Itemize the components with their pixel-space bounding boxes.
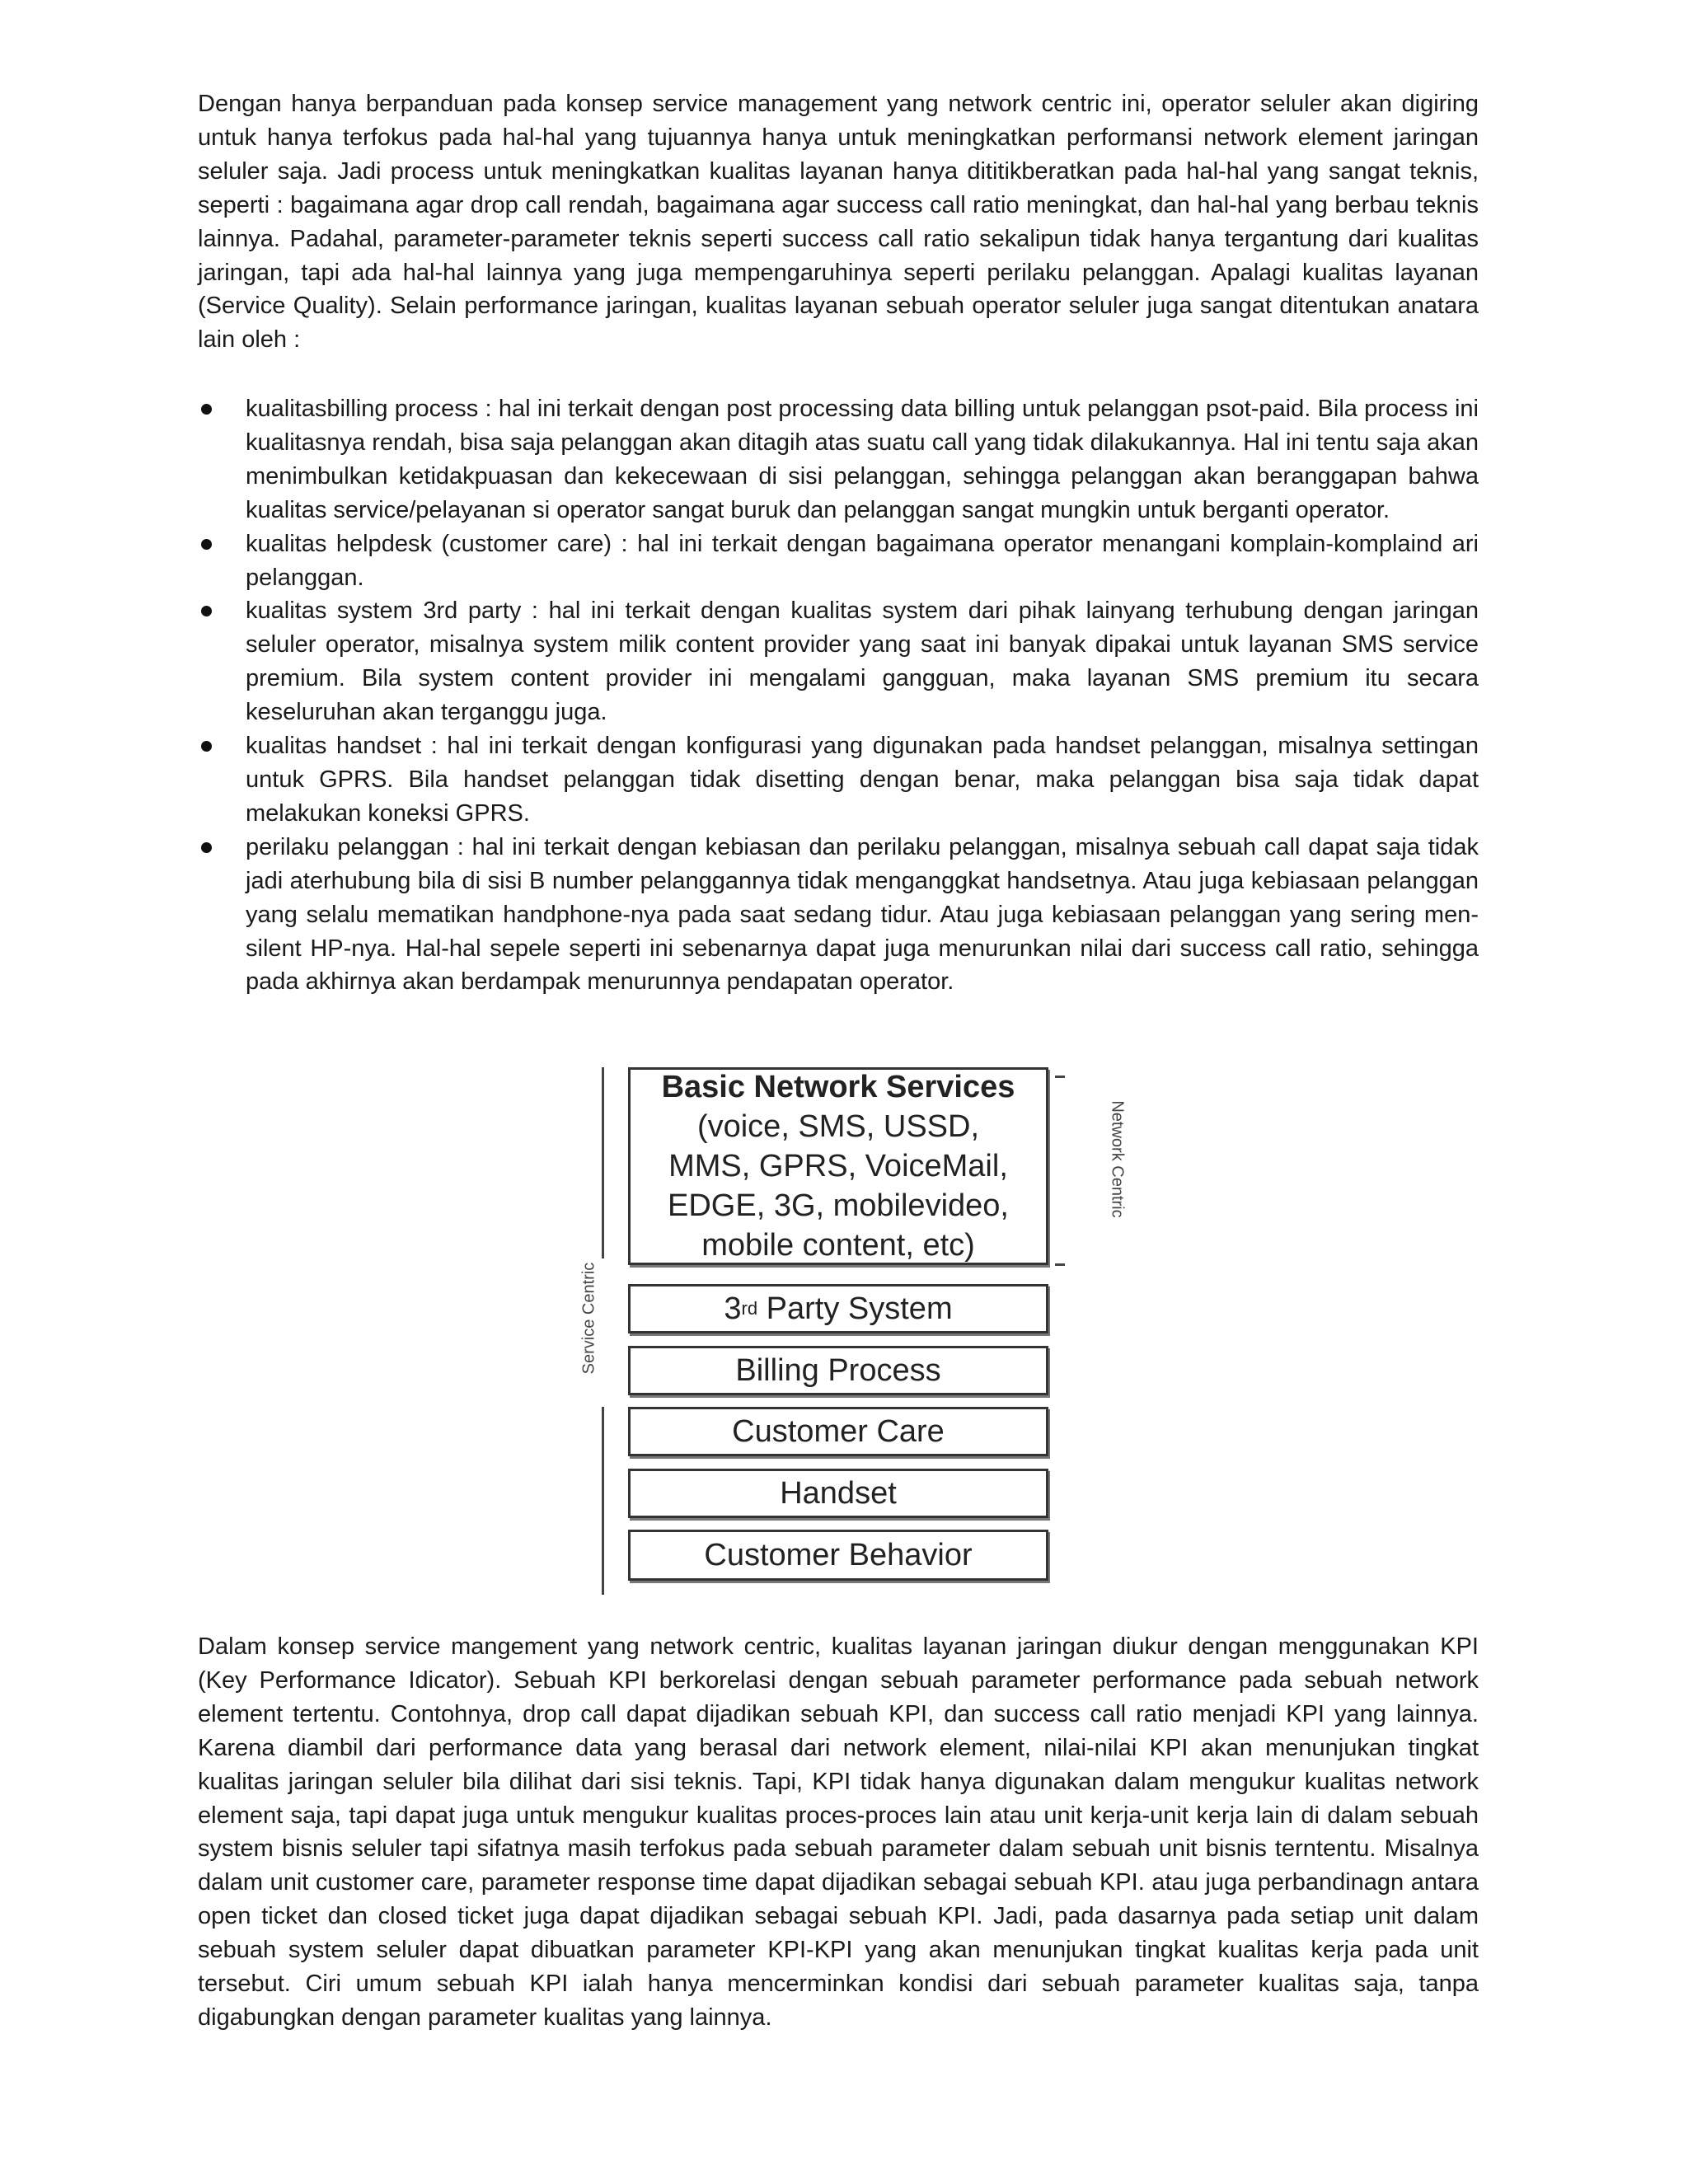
kpi-paragraph: Dalam konsep service mangement yang network centric, kualitas layanan jaringan diukur dengan menggunakan KPI (Key Performance Idicator). Sebuah KPI berkorelasi dengan sebuah parameter performance pada sebuah network element tertentu. Contohnya, drop call dapat dijadikan sebuah KPI, dan success call ratio menjadi KPI yang lainnya. Karena diambil dari performance data yang berasal dari network element, nilai-nilai KPI akan menunjukan tingkat kualitas jaringan seluler bila dilihat dari sisi teknis. Tapi, KPI tidak hanya digunakan dalam mengukur kualitas network element saja, tapi dapat juga untuk mengukur kualitas proces-proces lain atau unit kerja-unit kerja lain di dalam sebuah system bisnis seluler tapi sifatnya masih terfokus pada sebuah parameter dalam sebuah unit bisnis terntentu. Misalnya dalam unit customer care, parameter response time dapat dijadikan sebagai sebuah KPI. atau juga perbandinagn antara open ticket dan closed ticket juga dapat dijadikan sebagai sebuah KPI. Jadi, pada dasarnya pada setiap unit dalam sebuah system seluler dapat dibuatkan parameter KPI-KPI yang akan menunjukan tingkat kualitas kerja pada unit tersebut. Ciri umum sebuah KPI ialah hanya mencerminkan kondisi dari sebuah parameter kualitas saja, tanpa digabungkan dengan parameter kualitas yang lainnya. [198, 1633, 1479, 2031]
service-centric-line-bottom [602, 1407, 604, 1595]
billing-process-box: Billing Process [628, 1346, 1048, 1395]
service-centric-line-top [602, 1067, 604, 1258]
basic-services-line: MMS, GPRS, VoiceMail, [668, 1149, 1008, 1183]
customer-care-box: Customer Care [628, 1407, 1048, 1456]
basic-services-line: EDGE, 3G, mobilevideo, [668, 1188, 1009, 1223]
bullet-icon [201, 842, 212, 853]
list-item: kualitas handset : hal ini terkait dengan konfigurasi yang digunakan pada handset pelanggan, misalnya settingan untuk GPRS. Bila handset pelanggan tidak disetting dengan benar, maka pelanggan bisa saja tidak dapat melakukan koneksi GPRS. [198, 729, 1479, 831]
customer-behavior-box: Customer Behavior [628, 1530, 1048, 1581]
third-party-system-box: 3 rd Party System [628, 1284, 1048, 1333]
handset-box: Handset [628, 1469, 1048, 1518]
basic-services-line: mobile content, etc) [701, 1228, 975, 1263]
bullet-icon [201, 539, 212, 550]
quality-factor-list [198, 392, 1479, 999]
network-centric-tick-bottom [1055, 1263, 1065, 1266]
list-item: kualitasbilling process : hal ini terkait dengan post processing data billing untuk pelanggan psot-paid. Bila process ini kualitasnya rendah, bisa saja pelanggan akan ditagih atas suatu call yang tidak dilakukannya. Hal ini tentu saja akan menimbulkan ketidakpuasan dan kekecewaan di sisi pelanggan, sehingga pelanggan akan beranggapan bahwa kualitas service/pelayanan si operator sangat buruk dan pelanggan sangat mungkin untuk berganti operator. [198, 392, 1479, 527]
bullet-icon [201, 404, 212, 415]
basic-network-services-box [628, 1067, 1048, 1265]
network-centric-tick-top [1055, 1076, 1065, 1078]
intro-paragraph: Dengan hanya berpanduan pada konsep service management yang network centric ini, operator seluler akan digiring untuk hanya terfokus pada hal-hal yang tujuannya hanya untuk meningkatkan performansi network element jaringan seluler saja. Jadi process untuk meningkatkan kualitas layanan hanya dititikberatkan pada hal-hal yang sangat teknis, seperti : bagaimana agar drop call rendah, bagaimana agar success call ratio meningkat, dan hal-hal yang berbau teknis lainnya. Padahal, parameter-parameter teknis seperti success call ratio sekalipun tidak hanya tergantung dari kualitas jaringan, tapi ada hal-hal lainnya yang juga mempengaruhinya seperti perilaku pelanggan. Apalagi kualitas layanan (Service Quality). Selain performance jaringan, kualitas layanan sebuah operator seluler juga sangat ditentukan anatara lain oleh : [198, 91, 1479, 354]
service-centric-label: Service Centric [579, 1262, 598, 1375]
basic-services-line: (voice, SMS, USSD, [696, 1109, 980, 1144]
network-centric-label: Network Centric [1108, 1100, 1127, 1218]
list-item: kualitas system 3rd party : hal ini terkait dengan kualitas system dari pihak lainyang terhubung dengan jaringan seluler operator, misalnya system milik content provider yang saat ini banyak dipakai untuk layanan SMS service premium. Bila system content provider ini mengalami gangguan, maka layanan SMS premium itu secara keseluruhan akan terganggu juga. [198, 594, 1479, 729]
service-layers-diagram [569, 1067, 1127, 1595]
bullet-icon [201, 606, 212, 616]
list-item: kualitas helpdesk (customer care) : hal ini terkait dengan bagaimana operator menangani komplain-komplaind ari pelanggan. [198, 527, 1479, 595]
basic-services-title: Basic Network Services [661, 1070, 1015, 1104]
list-item: perilaku pelanggan : hal ini terkait dengan kebiasan dan perilaku pelanggan, misalnya sebuah call dapat saja tidak jadi aterhubung bila di sisi B number pelanggannya tidak menganggkat handsetnya. Atau juga kebiasaan pelanggan yang selalu mematikan handphone-nya pada saat sedang tidur. Atau juga kebiasaan pelanggan yang sering men-silent HP-nya. Hal-hal sepele seperti ini sebenarnya dapat juga menurunkan nilai dari success call ratio, sehingga pada akhirnya akan berdampak menurunnya pendapatan operator. [198, 831, 1479, 1000]
bullet-icon [201, 741, 212, 752]
